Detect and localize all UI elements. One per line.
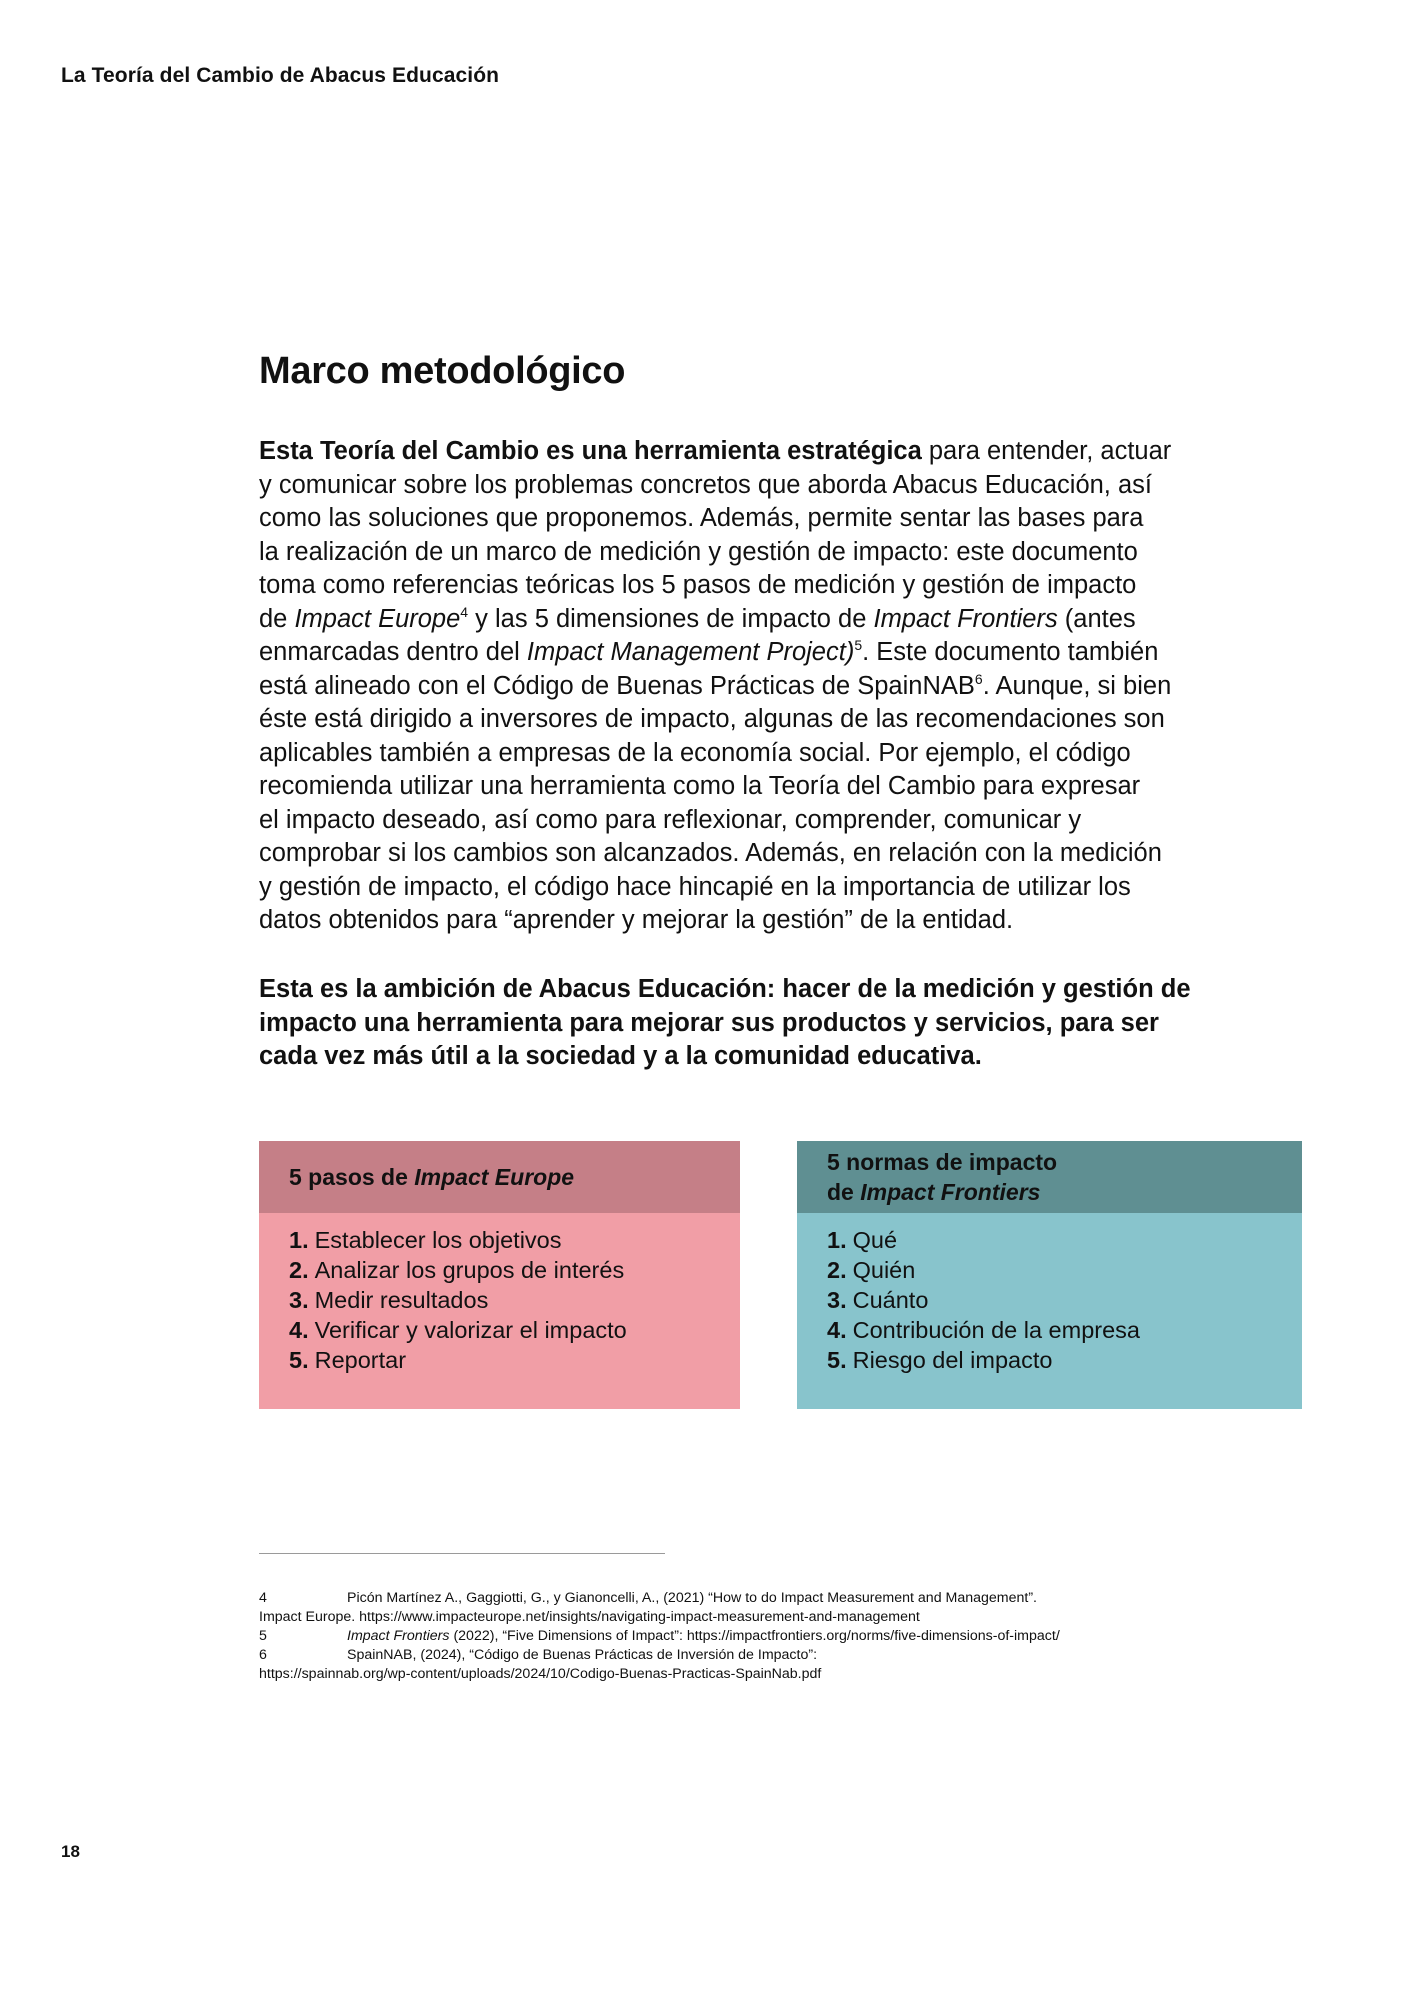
body-line: comprobar si los cambios son alcanzados. Además, en relación con la medición [259,839,1162,867]
impact-europe-steps [259,1213,740,1375]
body-line: Esta Teoría del Cambio es una herramienta estratégica para entender, actuar [259,437,1172,465]
list-item: 4. Contribución de la empresa [827,1317,1140,1343]
page-number: 18 [61,1842,80,1861]
footnote-ref-4[interactable]: 4 [460,603,469,620]
impact-europe-box [259,1141,740,1409]
body-line: el impacto deseado, así como para reflexionar, comprender, comunicar y [259,805,1082,834]
body-line: toma como referencias teóricas los 5 pasos de medición y gestión de impacto [259,571,1137,599]
list-item: 3. Cuánto [827,1287,929,1313]
list-item: 5. Reportar [289,1347,407,1373]
body-line: recomienda utilizar una herramienta como la Teoría del Cambio para expresar [259,772,1141,800]
impact-management-project-ref: Impact Management Project) [526,638,855,666]
body-line: aplicables también a empresas de la economía social. Por ejemplo, el código [259,738,1131,767]
body-bold-lead: Esta Teoría del Cambio es una herramienta estratégica [259,437,922,465]
impact-frontiers-ref: Impact Frontiers [873,604,1058,633]
impact-frontiers-box [797,1141,1302,1409]
body-line: está alineado con el Código de Buenas Prácticas de SpainNAB$^6$. Aunque, si bien [259,670,1172,700]
ambition-statement [259,973,1319,1074]
list-item: 1. Establecer los objetivos [289,1227,562,1253]
footnote-ref-5[interactable]: 5 [854,637,863,653]
ambition-line: impacto una herramienta para mejorar sus productos y servicios, para ser [259,1008,1159,1037]
ambition-line: Esta es la ambición de Abacus Educación: hacer de la medición y gestión de [259,975,1191,1003]
section-title: Marco metodológico [259,350,626,392]
ambition-line: cada vez más útil a la sociedad y a la comunidad educativa. [259,1042,982,1070]
list-item: 5. Riesgo del impacto [827,1347,1053,1373]
footnote-6: 6 SpainNAB, (2024), “Código de Buenas Prácticas de Inversión de Impacto”: [259,1647,818,1663]
body-line: y comunicar sobre los problemas concretos que aborda Abacus Educación, así [259,470,1152,499]
footnote-divider [259,1553,665,1554]
footnote-5-link[interactable]: (2022), “Five Dimensions of Impact”: https://impactfrontiers.org/norms/five-dimensions-of-impact/ [449,1628,1060,1644]
list-item: 2. Analizar los grupos de interés [289,1257,625,1283]
impact-europe-box-header: 5 pasos de Impact Europe [259,1141,740,1213]
footnote-4-link[interactable]: Impact Europe. https://www.impacteurope.net/insights/navigating-impact-measurement-and-management [259,1609,920,1625]
list-item: 1. Qué [827,1227,898,1253]
impact-frontiers-norms [797,1213,1302,1375]
footnotes [259,1589,1259,1684]
body-line: la realización de un marco de medición y gestión de impacto: este documento [259,537,1138,566]
footnote-5: 5 Impact Frontiers (2022), “Five Dimensions of Impact”: https://impactfrontiers.org/norms/five-dimensions-of-impact/ [259,1628,1060,1644]
body-paragraph [259,435,1289,938]
running-header: La Teoría del Cambio de Abacus Educación [61,64,500,87]
body-line: enmarcadas dentro del Impact Management Project)$^5$. Este documento también [259,637,1159,666]
impact-europe-ref: Impact Europe [294,604,461,633]
list-item: 3. Medir resultados [289,1287,489,1313]
list-item: 2. Quién [827,1257,916,1283]
list-item: 4. Verificar y valorizar el impacto [289,1317,627,1343]
impact-frontiers-box-header: 5 normas de impacto de Impact Frontiers [797,1141,1302,1213]
footnote-4: 4 Picón Martínez A., Gaggiotti, G., y Gianoncelli, A., (2021) “How to do Impact Measurement and Management”. [259,1590,1037,1606]
footnote-ref-6[interactable]: 6 [974,670,983,687]
body-line: datos obtenidos para “aprender y mejorar la gestión” de la entidad. [259,906,1014,934]
body-line: y gestión de impacto, el código hace hincapié en la importancia de utilizar los [259,872,1131,901]
body-line: como las soluciones que proponemos. Además, permite sentar las bases para [259,504,1144,532]
footnote-6-link[interactable]: https://spainnab.org/wp-content/uploads/2024/10/Codigo-Buenas-Practicas-SpainNab.pdf [259,1666,822,1682]
body-line: éste está dirigido a inversores de impacto, algunas de las recomendaciones son [259,705,1165,733]
body-line: de Impact Europe$^4$ y las 5 dimensiones de impacto de Impact Frontiers (antes [259,603,1136,633]
